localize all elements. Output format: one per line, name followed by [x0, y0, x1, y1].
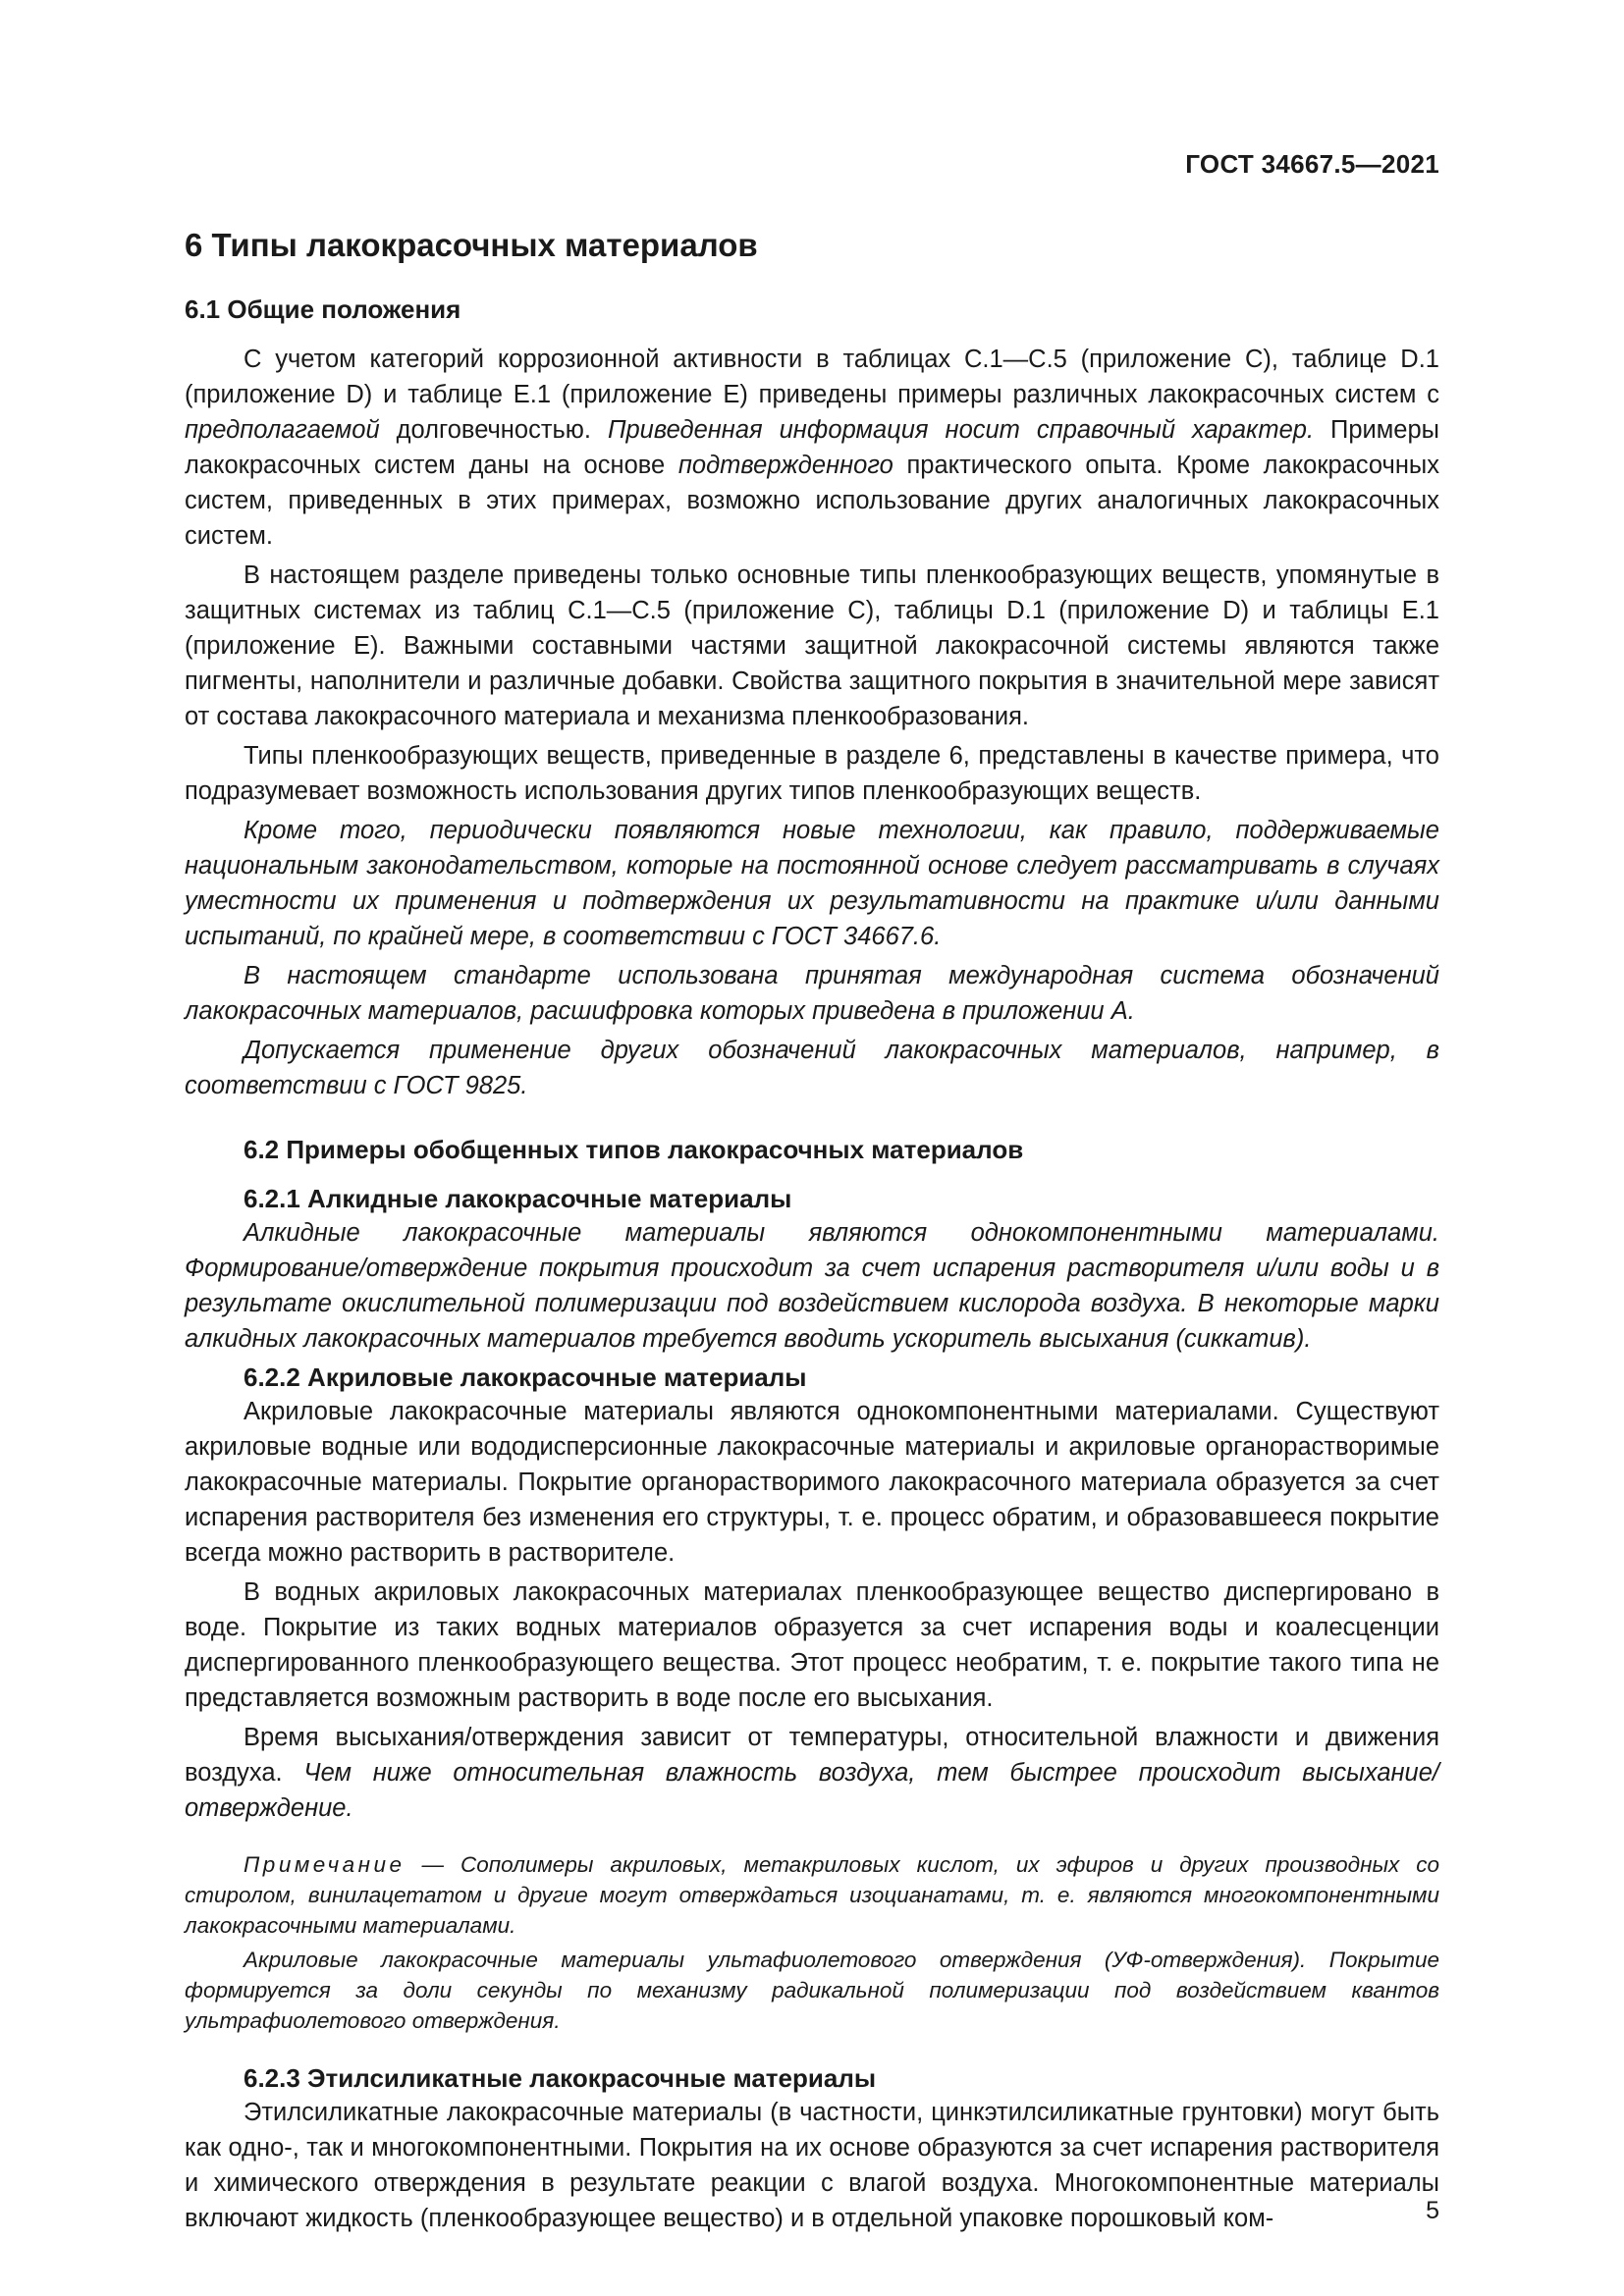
- subsection-title-6-2-3: 6.2.3 Этилсиликатные лакокрасочные материалы: [244, 2063, 877, 2093]
- text-run: Время высыхания/отверждения зависит от температуры, относительной влажности и движения воздуха.: [185, 1724, 1439, 1787]
- note-6-2-2: [185, 1849, 1439, 1941]
- text-run-italic: Чем ниже относительная влажность воздуха, тем быстрее происходит высыхание/отверждение.: [185, 1759, 1440, 1822]
- note-6-2-2-uv: Акриловые лакокрасочные материалы ультафиолетового отверждения (УФ-отверждения). Покрытие формируется за доли секунды по механизму радикальной полимеризации под воздействием квантов ультрафиолетового отверждения.: [185, 1948, 1439, 2033]
- paragraph-6-2-2-3: [185, 1720, 1439, 1826]
- text-run: Примеры лакокрасочных систем даны на основе: [185, 416, 1439, 479]
- text-run: С учетом категорий коррозионной активности в таблицах С.1—С.5 (приложение С), таблице D.1 (приложение D) и таблице Е.1 (приложение Е) приведены примеры различных лакокрасочных систем с: [185, 346, 1439, 408]
- paragraph-6-1-1: [185, 342, 1439, 554]
- paragraph-6-2-2-2: В водных акриловых лакокрасочных материалах пленкообразующее вещество диспергировано в воде. Покрытие из таких водных материалов образуется за счет испарения воды и коалесценции диспергированного пленкообразующего вещества. Этот процесс необратим, т. е. покрытие такого типа не представляется возможным растворить в воде после его высыхания.: [185, 1578, 1439, 1712]
- subsection-title-6-2-1: 6.2.1 Алкидные лакокрасочные материалы: [244, 1184, 792, 1213]
- text-run: практического опыта. Кроме лакокрасочных систем, приведенных в этих примерах, возможно использование других аналогичных лакокрасочных систем.: [185, 452, 1439, 550]
- paragraph-6-1-4: Кроме того, периодически появляются новые технологии, как правило, поддерживаемые национальным законодательством, которые на постоянной основе следует рассматривать в случаях уместности их применения и подтверждения их результативности на практике и/или данными испытаний, по крайней мере, в соответствии с ГОСТ 34667.6.: [185, 817, 1439, 950]
- paragraph-6-1-6: Допускается применение других обозначений лакокрасочных материалов, например, в соответствии с ГОСТ 9825.: [185, 1037, 1439, 1099]
- subsection-title-6-2: 6.2 Примеры обобщенных типов лакокрасочных материалов: [244, 1135, 1024, 1164]
- note-label: Примечание: [244, 1852, 406, 1877]
- page-content: [185, 224, 1439, 2240]
- paragraph-6-2-3-1: Этилсиликатные лакокрасочные материалы (в частности, цинкэтилсиликатные грунтовки) могут быть как одно-, так и многокомпонентными. Покрытия на их основе образуются за счет испарения растворителя и химического отверждения в результате реакции с влагой воздуха. Многокомпонентные материалы включают жидкость (пленкообразующее вещество) и в отдельной упаковке порошковый ком-: [185, 2099, 1439, 2232]
- paragraph-6-2-1: Алкидные лакокрасочные материалы являются однокомпонентными материалами. Формирование/отверждение покрытия происходит за счет испарения растворителя и/или воды и в результате окислительной полимеризации под воздействием кислорода воздуха. В некоторые марки алкидных лакокрасочных материалов требуется вводить ускоритель высыхания (сиккатив).: [185, 1219, 1439, 1353]
- paragraph-6-1-3: Типы пленкообразующих веществ, приведенные в разделе 6, представлены в качестве примера, что подразумевает возможность использования других типов пленкообразующих веществ.: [185, 742, 1439, 805]
- section-title: 6 Типы лакокрасочных материалов: [185, 227, 758, 263]
- document-code: ГОСТ 34667.5—2021: [1185, 149, 1439, 179]
- text-run-italic: предполагаемой: [185, 416, 380, 444]
- text-run: долговечностью.: [379, 416, 608, 444]
- paragraph-6-1-2: В настоящем разделе приведены только основные типы пленкообразующих веществ, упомянутые в защитных системах из таблиц С.1—С.5 (приложение С), таблицы D.1 (приложение D) и таблицы Е.1 (приложение Е). Важными составными частями защитной лакокрасочной системы являются также пигменты, наполнители и различные добавки. Свойства защитного покрытия в значительной мере зависят от состава лакокрасочного материала и механизма пленкообразования.: [185, 561, 1439, 730]
- subsection-title-6-2-2: 6.2.2 Акриловые лакокрасочные материалы: [244, 1362, 807, 1392]
- paragraph-6-1-5: В настоящем стандарте использована принятая международная система обозначений лакокрасочных материалов, расшифровка которых приведена в приложении А.: [185, 962, 1439, 1025]
- text-run-italic: подтвержденного: [677, 452, 893, 479]
- subsection-title-6-1: 6.1 Общие положения: [185, 294, 461, 324]
- paragraph-6-2-2-1: Акриловые лакокрасочные материалы являются однокомпонентными материалами. Существуют акриловые водные или вододисперсионные лакокрасочные материалы и акриловые органорастворимые лакокрасочные материалы. Покрытие органорастворимого лакокрасочного материала образуется за счет испарения растворителя без изменения его структуры, т. е. процесс обратим, и образовавшееся покрытие всегда можно растворить в растворителе.: [185, 1398, 1439, 1567]
- page-number: 5: [1426, 2197, 1439, 2224]
- note-text: — Сополимеры акриловых, метакриловых кислот, их эфиров и других производных со стиролом, винилацетатом и другие могут отверждаться изоцианатами, т. е. являются многокомпонентными лакокрасочными материалами.: [185, 1852, 1439, 1938]
- text-run-italic: Приведенная информация носит справочный характер.: [608, 416, 1315, 444]
